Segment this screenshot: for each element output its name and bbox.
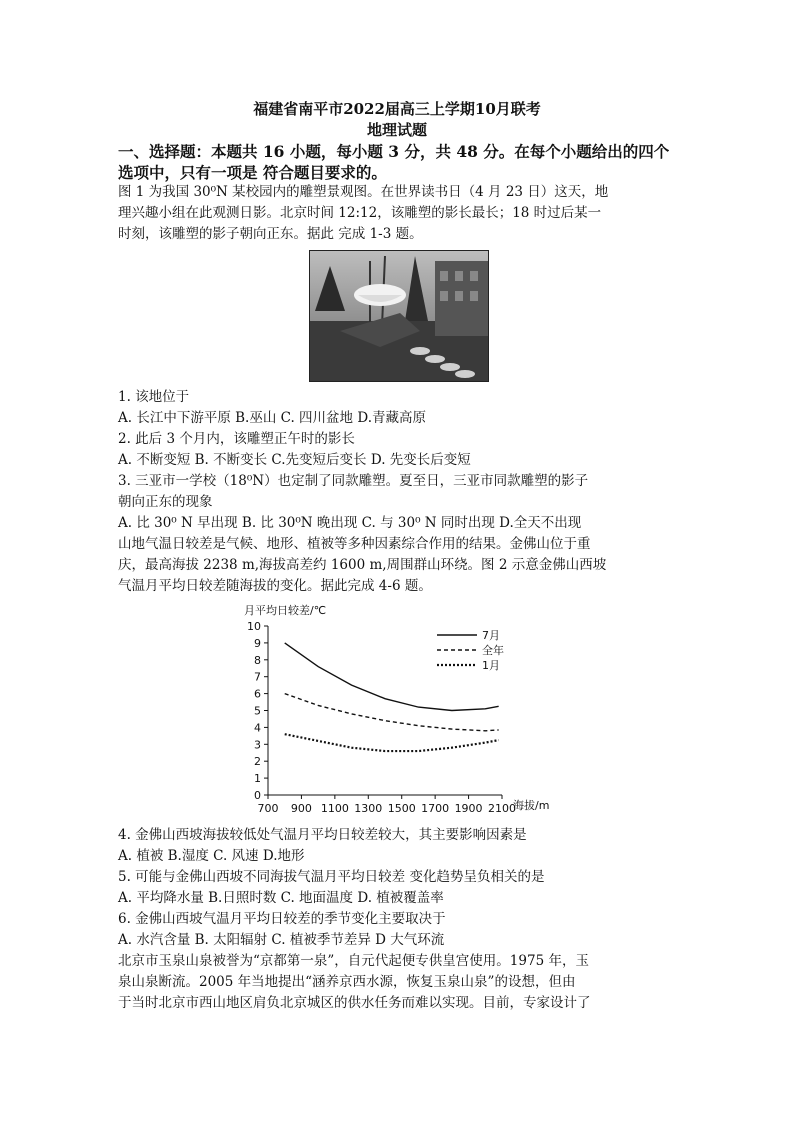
x-tick-label: 1500 — [387, 802, 416, 815]
x-tick-label: 1100 — [320, 802, 349, 815]
x-tick-label: 900 — [290, 802, 312, 815]
section-heading-line2: 选项中，只有一项是 符合题目要求的。 — [118, 163, 387, 182]
passage1-line: 理兴趣小组在此观测日影。北京时间 12:12，该雕塑的影长最长；18 时过后某一 — [118, 205, 602, 221]
question-line: A. 水汽含量 B. 太阳辐射 C. 植被季节差异 D 大气环流 — [118, 932, 445, 948]
paper-title: 福建省南平市2022届高三上学期10月联考 — [253, 100, 541, 118]
y-tick-label: 3 — [254, 738, 261, 752]
passage1-line: 时刻，该雕塑的影子朝向正东。据此 完成 1-3 题。 — [118, 226, 423, 242]
x-axis-label: 海拔/m — [513, 799, 550, 812]
y-tick-label: 8 — [254, 653, 261, 667]
question-line: A. 不断变短 B. 不断变长 C.先变短后变长 D. 先变长后变短 — [118, 452, 471, 468]
question-line: 1. 该地位于 — [118, 389, 190, 405]
y-tick-label: 1 — [254, 772, 261, 786]
question-line: 朝向正东的现象 — [118, 494, 213, 510]
question-line: 5. 可能与金佛山西坡不同海拔气温月平均日较差 变化趋势呈负相关的是 — [118, 869, 545, 885]
y-tick-label: 10 — [247, 620, 261, 633]
legend-label: 7月 — [482, 629, 500, 642]
x-tick-label: 700 — [257, 802, 279, 815]
y-tick-label: 9 — [254, 636, 261, 650]
question-line: 2. 此后 3 个月内，该雕塑正午时的影长 — [118, 431, 355, 447]
y-tick-label: 2 — [254, 755, 261, 769]
elevation-chart — [232, 600, 572, 820]
question-line: A. 平均降水量 B.日照时数 C. 地面温度 D. 植被覆盖率 — [118, 890, 444, 906]
x-tick-label: 1900 — [454, 802, 483, 815]
passage2-line: 庆，最高海拔 2238 m,海拔高差约 1600 m,周围群山环绕。图 2 示意金佛山西坡 — [118, 557, 607, 573]
y-axis-label: 月平均日较差/℃ — [244, 604, 327, 617]
passage1-line: 图 1 为我国 30⁰N 某校园内的雕塑景观图。在世界读书日（4 月 23 日）这天，地 — [118, 184, 609, 200]
x-tick-label: 2100 — [488, 802, 516, 815]
legend-label: 全年 — [482, 644, 504, 657]
section-heading-line1: 一、选择题：本题共 16 小题，每小题 3 分，共 48 分。在每个小题给出的四个 — [118, 142, 670, 161]
x-tick-label: 1700 — [421, 802, 450, 815]
x-tick-label: 1300 — [354, 802, 383, 815]
passage2-line: 气温月平均日较差随海拔的变化。据此完成 4-6 题。 — [118, 578, 432, 594]
y-tick-label: 5 — [254, 704, 261, 718]
sculpture-photo — [309, 250, 489, 382]
y-tick-label: 0 — [254, 789, 261, 802]
y-tick-label: 6 — [254, 687, 261, 701]
passage3-line: 泉山泉断流。2005 年当地提出“涵养京西水源，恢复玉泉山泉”的设想，但由 — [118, 974, 576, 990]
question-line: 6. 金佛山西坡气温月平均日较差的季节变化主要取决于 — [118, 911, 446, 927]
question-line: A. 植被 B.湿度 C. 风速 D.地形 — [118, 848, 305, 864]
series-line-3 — [285, 734, 499, 751]
y-tick-label: 4 — [254, 721, 261, 735]
question-line: 4. 金佛山西坡海拔较低处气温月平均日较差较大，其主要影响因素是 — [118, 827, 527, 843]
series-line-2 — [285, 694, 499, 731]
passage3-line: 于当时北京市西山地区肩负北京城区的供水任务而难以实现。目前，专家设计了 — [118, 995, 591, 1011]
series-line-1 — [285, 643, 499, 711]
passage3-line: 北京市玉泉山泉被誉为“京都第一泉”，自元代起便专供皇宫使用。1975 年，玉 — [118, 953, 589, 969]
y-tick-label: 7 — [254, 670, 261, 684]
question-line: A. 比 30⁰ N 早出现 B. 比 30⁰N 晚出现 C. 与 30⁰ N 同时出现 D.全天不出现 — [118, 515, 582, 531]
legend-label: 1月 — [482, 659, 500, 672]
question-line: 3. 三亚市一学校（18⁰N）也定制了同款雕塑。夏至日，三亚市同款雕塑的影子 — [118, 473, 589, 489]
question-line: A. 长江中下游平原 B.巫山 C. 四川盆地 D.青藏高原 — [118, 410, 426, 426]
paper-subtitle: 地理试题 — [366, 121, 427, 139]
passage2-line: 山地气温日较差是气候、地形、植被等多种因素综合作用的结果。金佛山位于重 — [118, 536, 591, 552]
